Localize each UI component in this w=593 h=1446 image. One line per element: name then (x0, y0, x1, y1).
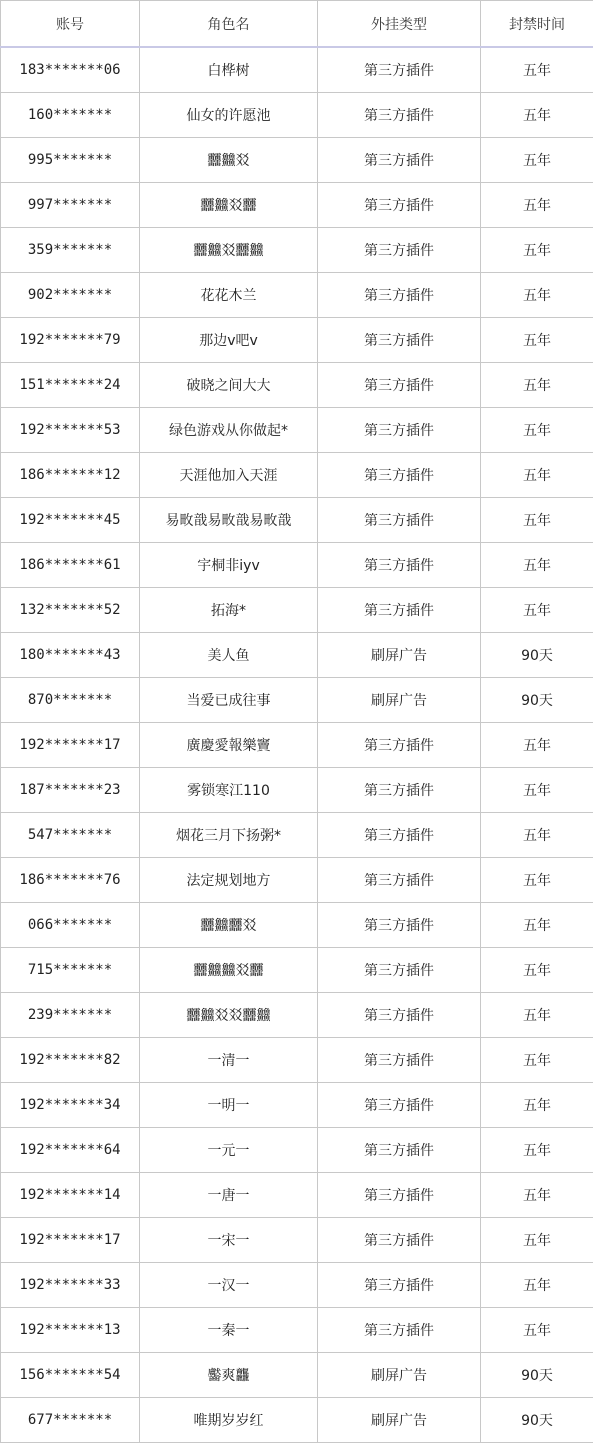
cell-role-name: 䨻䲜䲜㸚䨻 (140, 948, 318, 993)
table-row (1, 47, 593, 93)
cell-role-name: 雾锁寒江110 (140, 768, 318, 813)
table-body (1, 47, 593, 1443)
cell-account: 180*******43 (1, 633, 140, 678)
table-row (1, 1218, 593, 1263)
cell-cheat-type: 第三方插件 (318, 498, 481, 543)
cell-ban-duration: 90天 (481, 633, 593, 678)
cell-cheat-type: 刷屏广告 (318, 1353, 481, 1398)
cell-ban-duration: 五年 (481, 1128, 593, 1173)
cell-ban-duration: 五年 (481, 228, 593, 273)
cell-role-name: 䨻䲜㸚㸚䨻䲜 (140, 993, 318, 1038)
table-row (1, 633, 593, 678)
cell-cheat-type: 第三方插件 (318, 183, 481, 228)
cell-role-name: 一宋一 (140, 1218, 318, 1263)
cell-cheat-type: 第三方插件 (318, 543, 481, 588)
cell-ban-duration: 90天 (481, 1353, 593, 1398)
cell-role-name: 天涯他加入天涯 (140, 453, 318, 498)
cell-account: 186*******12 (1, 453, 140, 498)
cell-account: 132*******52 (1, 588, 140, 633)
cell-ban-duration: 五年 (481, 588, 593, 633)
cell-account: 186*******61 (1, 543, 140, 588)
cell-cheat-type: 第三方插件 (318, 273, 481, 318)
table-row (1, 588, 593, 633)
table-row (1, 408, 593, 453)
cell-cheat-type: 第三方插件 (318, 858, 481, 903)
table-row (1, 363, 593, 408)
cell-cheat-type: 第三方插件 (318, 813, 481, 858)
cell-cheat-type: 第三方插件 (318, 93, 481, 138)
cell-ban-duration: 五年 (481, 453, 593, 498)
cell-role-name: 一元一 (140, 1128, 318, 1173)
cell-ban-duration: 五年 (481, 903, 593, 948)
table-row (1, 813, 593, 858)
cell-account: 192*******33 (1, 1263, 140, 1308)
cell-account: 192*******45 (1, 498, 140, 543)
cell-ban-duration: 五年 (481, 1218, 593, 1263)
cell-cheat-type: 第三方插件 (318, 588, 481, 633)
cell-role-name: 一汉一 (140, 1263, 318, 1308)
cell-ban-duration: 五年 (481, 993, 593, 1038)
cell-account: 187*******23 (1, 768, 140, 813)
cell-cheat-type: 第三方插件 (318, 1128, 481, 1173)
cell-account: 192*******13 (1, 1308, 140, 1353)
cell-role-name: 䨻䲜䨻㸚 (140, 903, 318, 948)
cell-account: 192*******17 (1, 723, 140, 768)
cell-account: 359******* (1, 228, 140, 273)
table-row (1, 1263, 593, 1308)
table-row (1, 228, 593, 273)
table-row (1, 1398, 593, 1443)
cell-cheat-type: 刷屏广告 (318, 678, 481, 723)
cell-cheat-type: 第三方插件 (318, 138, 481, 183)
table-row (1, 1083, 593, 1128)
table-row (1, 1353, 593, 1398)
cell-cheat-type: 第三方插件 (318, 1308, 481, 1353)
table-row (1, 858, 593, 903)
table-row (1, 678, 593, 723)
cell-account: 156*******54 (1, 1353, 140, 1398)
cell-role-name: 䨻䲜㸚䨻 (140, 183, 318, 228)
cell-role-name: 仙女的许愿池 (140, 93, 318, 138)
cell-role-name: 一明一 (140, 1083, 318, 1128)
cell-ban-duration: 五年 (481, 138, 593, 183)
cell-cheat-type: 第三方插件 (318, 228, 481, 273)
header-row (1, 1, 593, 48)
cell-ban-duration: 五年 (481, 498, 593, 543)
header-ban-duration: 封禁时间 (481, 1, 593, 48)
table-row (1, 948, 593, 993)
table-row (1, 1308, 593, 1353)
cell-ban-duration: 五年 (481, 183, 593, 228)
cell-cheat-type: 第三方插件 (318, 723, 481, 768)
cell-ban-duration: 五年 (481, 408, 593, 453)
cell-account: 192*******53 (1, 408, 140, 453)
cell-role-name: 廣慶愛報樂竇 (140, 723, 318, 768)
cell-role-name: 一秦一 (140, 1308, 318, 1353)
cell-account: 715******* (1, 948, 140, 993)
table-row (1, 273, 593, 318)
cell-account: 192*******14 (1, 1173, 140, 1218)
table-row (1, 543, 593, 588)
header-role-name: 角色名 (140, 1, 318, 48)
table-row (1, 183, 593, 228)
cell-ban-duration: 五年 (481, 813, 593, 858)
cell-account: 160******* (1, 93, 140, 138)
cell-cheat-type: 第三方插件 (318, 1218, 481, 1263)
cell-ban-duration: 五年 (481, 363, 593, 408)
cell-role-name: 唯期岁岁红 (140, 1398, 318, 1443)
cell-cheat-type: 刷屏广告 (318, 633, 481, 678)
cell-ban-duration: 五年 (481, 1083, 593, 1128)
table-header (1, 1, 593, 48)
cell-ban-duration: 五年 (481, 723, 593, 768)
header-cheat-type: 外挂类型 (318, 1, 481, 48)
cell-role-name: 破晓之间大大 (140, 363, 318, 408)
cell-account: 186*******76 (1, 858, 140, 903)
cell-cheat-type: 第三方插件 (318, 1173, 481, 1218)
table-row (1, 1173, 593, 1218)
cell-cheat-type: 第三方插件 (318, 47, 481, 93)
cell-role-name: 法定规划地方 (140, 858, 318, 903)
cell-cheat-type: 第三方插件 (318, 1263, 481, 1308)
cell-role-name: 那边v吧v (140, 318, 318, 363)
cell-ban-duration: 五年 (481, 93, 593, 138)
cell-ban-duration: 五年 (481, 318, 593, 363)
cell-cheat-type: 第三方插件 (318, 903, 481, 948)
cell-account: 151*******24 (1, 363, 140, 408)
cell-role-name: 一清一 (140, 1038, 318, 1083)
cell-cheat-type: 第三方插件 (318, 1083, 481, 1128)
cell-role-name: 白桦树 (140, 47, 318, 93)
table-row (1, 903, 593, 948)
cell-role-name: 宇桐非iyv (140, 543, 318, 588)
cell-cheat-type: 第三方插件 (318, 318, 481, 363)
cell-cheat-type: 第三方插件 (318, 408, 481, 453)
cell-cheat-type: 刷屏广告 (318, 1398, 481, 1443)
cell-ban-duration: 五年 (481, 273, 593, 318)
table-row (1, 1128, 593, 1173)
cell-cheat-type: 第三方插件 (318, 768, 481, 813)
cell-ban-duration: 五年 (481, 1173, 593, 1218)
cell-ban-duration: 五年 (481, 1038, 593, 1083)
cell-account: 547******* (1, 813, 140, 858)
header-account: 账号 (1, 1, 140, 48)
cell-account: 677******* (1, 1398, 140, 1443)
table-row (1, 723, 593, 768)
cell-cheat-type: 第三方插件 (318, 363, 481, 408)
cell-role-name: 一唐一 (140, 1173, 318, 1218)
table-row (1, 768, 593, 813)
cell-ban-duration: 五年 (481, 1263, 593, 1308)
cell-role-name: 䨻䲜㸚䨻䲜 (140, 228, 318, 273)
cell-role-name: 拓海* (140, 588, 318, 633)
table-row (1, 498, 593, 543)
cell-role-name: 美人鱼 (140, 633, 318, 678)
cell-account: 192*******64 (1, 1128, 140, 1173)
cell-ban-duration: 五年 (481, 948, 593, 993)
table-row (1, 1038, 593, 1083)
table-row (1, 318, 593, 363)
cell-ban-duration: 五年 (481, 1308, 593, 1353)
cell-account: 183*******06 (1, 47, 140, 93)
cell-role-name: 䨻䲜㸚 (140, 138, 318, 183)
table-row (1, 453, 593, 498)
cell-cheat-type: 第三方插件 (318, 993, 481, 1038)
cell-ban-duration: 90天 (481, 678, 593, 723)
cell-account: 902******* (1, 273, 140, 318)
cell-ban-duration: 五年 (481, 543, 593, 588)
cell-account: 997******* (1, 183, 140, 228)
table-row (1, 993, 593, 1038)
cell-role-name: 易畋戠易畋戠易畋戠 (140, 498, 318, 543)
cell-role-name: 烟花三月下扬粥* (140, 813, 318, 858)
cell-account: 192*******79 (1, 318, 140, 363)
cell-role-name: 齾爽龘 (140, 1353, 318, 1398)
cell-ban-duration: 五年 (481, 768, 593, 813)
cell-account: 192*******34 (1, 1083, 140, 1128)
cell-role-name: 当爱已成往事 (140, 678, 318, 723)
cell-cheat-type: 第三方插件 (318, 453, 481, 498)
cell-account: 192*******82 (1, 1038, 140, 1083)
cell-account: 066******* (1, 903, 140, 948)
cell-account: 192*******17 (1, 1218, 140, 1263)
cell-ban-duration: 五年 (481, 858, 593, 903)
cell-ban-duration: 90天 (481, 1398, 593, 1443)
cell-ban-duration: 五年 (481, 47, 593, 93)
cell-role-name: 绿色游戏从你做起* (140, 408, 318, 453)
table-row (1, 93, 593, 138)
cell-account: 239******* (1, 993, 140, 1038)
cell-account: 870******* (1, 678, 140, 723)
cell-cheat-type: 第三方插件 (318, 948, 481, 993)
table-row (1, 138, 593, 183)
cell-account: 995******* (1, 138, 140, 183)
cell-role-name: 花花木兰 (140, 273, 318, 318)
cell-cheat-type: 第三方插件 (318, 1038, 481, 1083)
